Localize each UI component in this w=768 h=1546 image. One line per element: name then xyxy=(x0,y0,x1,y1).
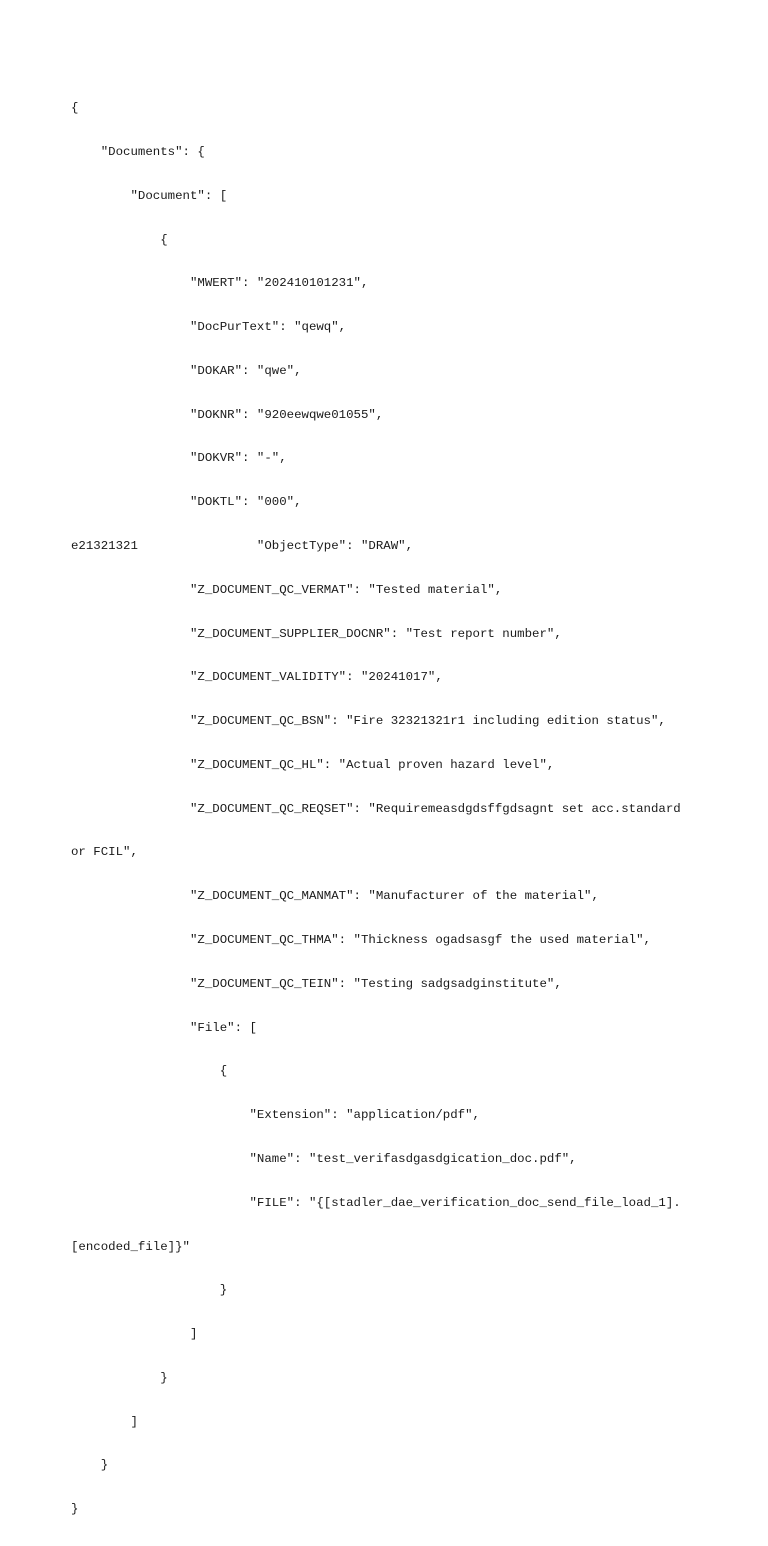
code-line: } xyxy=(71,1283,228,1298)
code-line: { xyxy=(71,101,79,116)
json-code-block xyxy=(71,72,681,1546)
code-line: } xyxy=(71,1370,168,1385)
code-line: "Z_DOCUMENT_SUPPLIER_DOCNR": "Test report number", xyxy=(71,626,562,641)
code-line: { xyxy=(71,1064,228,1079)
code-line: "Z_DOCUMENT_QC_VERMAT": "Tested material", xyxy=(71,582,503,597)
code-line: "Document": [ xyxy=(71,188,228,203)
code-line: e21321321 "ObjectType": "DRAW", xyxy=(71,539,414,553)
code-line: "Name": "test_verifasdgasdgication_doc.pdf", xyxy=(71,1151,577,1166)
code-line: "DOKNR": "920eewqwe01055", xyxy=(71,407,384,422)
code-line: "File": [ xyxy=(71,1020,257,1035)
code-line: "Z_DOCUMENT_QC_TEIN": "Testing sadgsadginstitute", xyxy=(71,976,562,991)
code-line: or FCIL", xyxy=(71,845,138,860)
code-line: "Documents": { xyxy=(71,144,205,159)
code-line: ] xyxy=(71,1414,138,1429)
code-line: "MWERT": "202410101231", xyxy=(71,276,369,291)
code-line: { xyxy=(71,232,168,247)
code-line: "DOKVR": "-", xyxy=(71,451,287,466)
code-line: "Z_DOCUMENT_QC_THMA": "Thickness ogadsasgf the used material", xyxy=(71,933,651,948)
code-line: "Z_DOCUMENT_QC_HL": "Actual proven hazard level", xyxy=(71,757,555,772)
code-line: "Extension": "application/pdf", xyxy=(71,1108,480,1123)
code-line: "Z_DOCUMENT_QC_MANMAT": "Manufacturer of the material", xyxy=(71,889,599,904)
code-line: } xyxy=(71,1502,79,1517)
code-line: [encoded_file]}" xyxy=(71,1239,190,1254)
code-line: "DOKTL": "000", xyxy=(71,495,302,510)
code-line: "Z_DOCUMENT_QC_REQSET": "Requiremeasdgdsffgdsagnt set acc.standard xyxy=(71,801,681,816)
code-line: "DocPurText": "qewq", xyxy=(71,320,347,335)
code-line: "DOKAR": "qwe", xyxy=(71,363,302,378)
code-line: "Z_DOCUMENT_QC_BSN": "Fire 32321321r1 including edition status", xyxy=(71,714,666,729)
code-line: ] xyxy=(71,1327,198,1342)
code-line: "FILE": "{[stadler_dae_verification_doc_send_file_load_1]. xyxy=(71,1195,681,1210)
code-line: } xyxy=(71,1458,109,1473)
code-line: "Z_DOCUMENT_VALIDITY": "20241017", xyxy=(71,670,443,685)
